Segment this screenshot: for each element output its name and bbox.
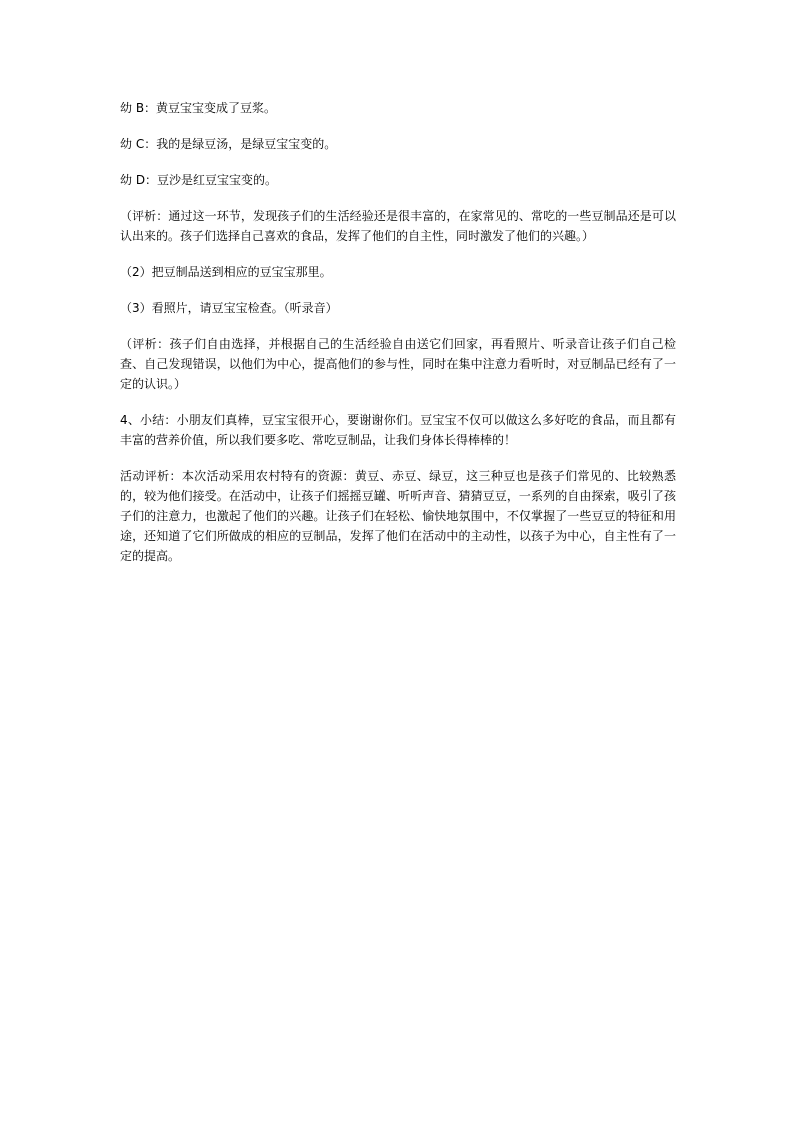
document-body bbox=[120, 98, 676, 582]
commentary-paragraph-1: （评析：通过这一环节，发现孩子们的生活经验还是很丰富的，在家常见的、常吃的一些豆制品还是可以认出来的。孩子们选择自己喜欢的食品，发挥了他们的自主性，同时激发了他们的兴趣。） bbox=[120, 209, 676, 243]
dialogue-line-b: 幼 B：黄豆宝宝变成了豆浆。 bbox=[120, 101, 277, 115]
step-3-paragraph: （3）看照片，请豆宝宝检查。（听录音） bbox=[120, 301, 338, 315]
summary-paragraph: 4、小结：小朋友们真棒，豆宝宝很开心，要谢谢你们。豆宝宝不仅可以做这么多好吃的食品，而且都有丰富的营养价值，所以我们要多吃、常吃豆制品，让我们身体长得棒棒的！ bbox=[120, 413, 676, 447]
commentary-paragraph-2: （评析：孩子们自由选择，并根据自己的生活经验自由送它们回家，再看照片、听录音让孩子们自己检查、自己发现错误，以他们为中心，提高他们的参与性，同时在集中注意力看听时，对豆制品已经有了一定的认识。） bbox=[120, 337, 676, 391]
dialogue-line-d: 幼 D：豆沙是红豆宝宝变的。 bbox=[120, 173, 278, 187]
dialogue-line-c: 幼 C：我的是绿豆汤，是绿豆宝宝变的。 bbox=[120, 137, 337, 151]
activity-evaluation-paragraph: 活动评析：本次活动采用农村特有的资源：黄豆、赤豆、绿豆，这三种豆也是孩子们常见的、比较熟悉的，较为他们接受。在活动中，让孩子们摇摇豆罐、听听声音、猜猜豆豆，一系列的自由探索，吸引了孩子们的注意力，也激起了他们的兴趣。让孩子们在轻松、愉快地氛围中，不仅掌握了一些豆豆的特征和用途，还知道了它们所做成的相应的豆制品，发挥了他们在活动中的主动性，以孩子为中心，自主性有了一定的提高。 bbox=[120, 469, 676, 563]
step-2-paragraph: （2）把豆制品送到相应的豆宝宝那里。 bbox=[120, 265, 332, 279]
